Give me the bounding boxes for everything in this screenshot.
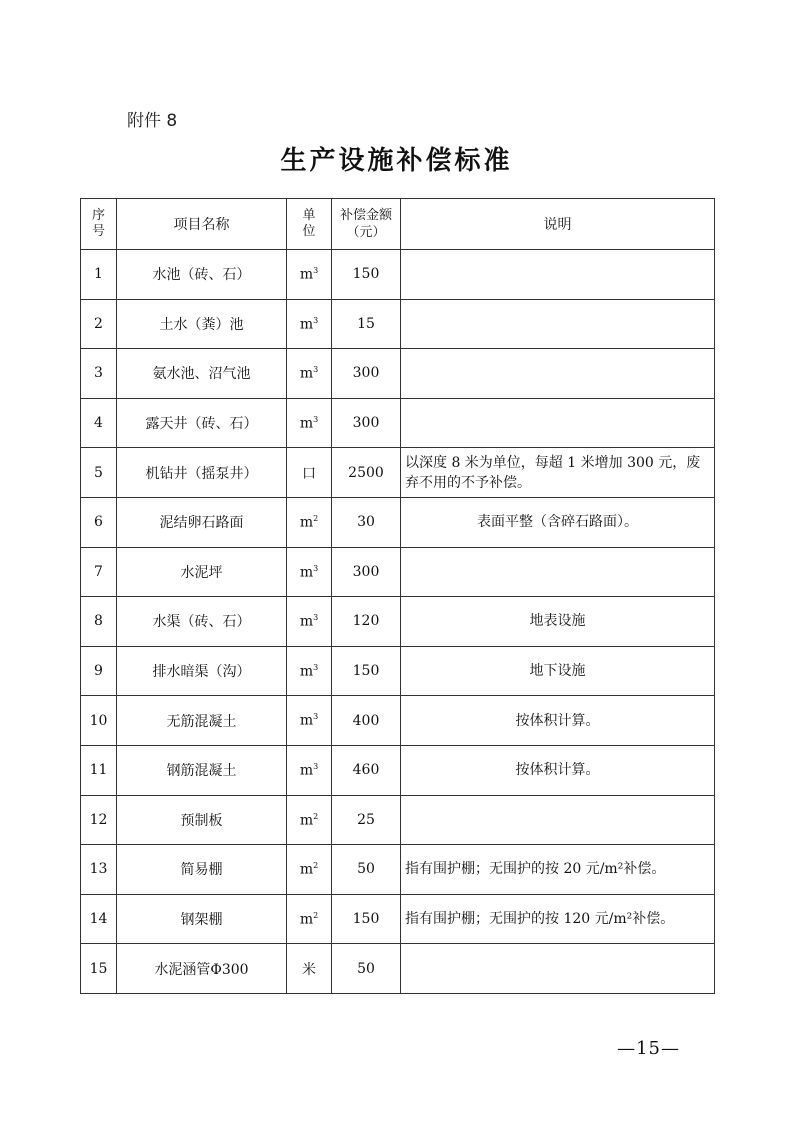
- cell-seq: 1: [81, 250, 117, 300]
- unit-text: m: [299, 316, 314, 333]
- cell-seq: 3: [81, 349, 117, 399]
- table-row: [81, 597, 715, 647]
- cell-unit: [287, 250, 332, 300]
- unit-exponent: 3: [313, 414, 319, 424]
- cell-note: 指有围护棚；无围护的按 120 元/m²补偿。: [401, 894, 715, 944]
- cell-unit: [287, 646, 332, 696]
- header-amount: 补偿金额 （元）: [332, 199, 401, 250]
- cell-name: 土水（粪）池: [117, 299, 287, 349]
- cell-amount: 30: [332, 497, 401, 547]
- cell-note: [401, 795, 715, 845]
- cell-seq: 11: [81, 745, 117, 795]
- cell-seq: 2: [81, 299, 117, 349]
- cell-name: 水池（砖、石）: [117, 250, 287, 300]
- table-header-row: [81, 199, 715, 250]
- cell-name: 泥结卵石路面: [117, 497, 287, 547]
- unit-text: m: [299, 663, 314, 680]
- cell-seq: 12: [81, 795, 117, 845]
- cell-unit: [287, 894, 332, 944]
- cell-note: [401, 547, 715, 597]
- unit-text: m: [299, 613, 314, 630]
- table-row: [81, 944, 715, 994]
- unit-text: m: [299, 266, 314, 283]
- unit-text: m: [299, 861, 314, 878]
- cell-unit: [287, 299, 332, 349]
- cell-note: 表面平整（含碎石路面）。: [401, 497, 715, 547]
- cell-unit: [287, 497, 332, 547]
- unit-text: m: [299, 514, 314, 531]
- unit-exponent: 3: [313, 315, 319, 325]
- cell-name: 水泥涵管Φ300: [117, 944, 287, 994]
- cell-name: 水泥坪: [117, 547, 287, 597]
- table-row: [81, 250, 715, 300]
- unit-text: m: [299, 911, 314, 928]
- cell-unit: [287, 597, 332, 647]
- cell-note: 地下设施: [401, 646, 715, 696]
- unit-text: 米: [302, 961, 316, 978]
- cell-amount: 120: [332, 597, 401, 647]
- header-name: 项目名称: [117, 199, 287, 250]
- page-number: —15—: [617, 1038, 680, 1059]
- cell-name: 预制板: [117, 795, 287, 845]
- cell-unit: [287, 944, 332, 994]
- table-row: [81, 448, 715, 498]
- cell-note: 以深度 8 米为单位，每超 1 米增加 300 元，废弃不用的不予补偿。: [401, 448, 715, 498]
- cell-note: 地表设施: [401, 597, 715, 647]
- table-row: [81, 894, 715, 944]
- header-unit: 单 位: [287, 199, 332, 250]
- page-title: 生产设施补偿标准: [280, 146, 513, 176]
- cell-unit: [287, 845, 332, 895]
- cell-amount: 50: [332, 944, 401, 994]
- table-row: [81, 646, 715, 696]
- cell-unit: [287, 547, 332, 597]
- cell-amount: 15: [332, 299, 401, 349]
- unit-exponent: 3: [313, 613, 319, 623]
- unit-exponent: 2: [313, 513, 319, 523]
- cell-amount: 50: [332, 845, 401, 895]
- unit-text: m: [299, 712, 314, 729]
- cell-note: [401, 250, 715, 300]
- cell-seq: 13: [81, 845, 117, 895]
- cell-unit: [287, 745, 332, 795]
- cell-name: 露天井（砖、石）: [117, 398, 287, 448]
- cell-note: [401, 944, 715, 994]
- cell-note: 按体积计算。: [401, 745, 715, 795]
- cell-seq: 4: [81, 398, 117, 448]
- unit-text: 口: [302, 465, 316, 482]
- attachment-label: 附件 8: [127, 111, 178, 131]
- cell-amount: 460: [332, 745, 401, 795]
- cell-amount: 25: [332, 795, 401, 845]
- unit-exponent: 2: [313, 861, 319, 871]
- unit-text: m: [299, 762, 314, 779]
- compensation-table: [80, 198, 715, 994]
- cell-amount: 2500: [332, 448, 401, 498]
- unit-exponent: 2: [313, 811, 319, 821]
- cell-note: 按体积计算。: [401, 696, 715, 746]
- unit-text: m: [299, 564, 314, 581]
- unit-exponent: 3: [313, 712, 319, 722]
- cell-seq: 7: [81, 547, 117, 597]
- cell-name: 钢架棚: [117, 894, 287, 944]
- cell-name: 水渠（砖、石）: [117, 597, 287, 647]
- cell-note: [401, 398, 715, 448]
- header-seq: 序 号: [81, 199, 117, 250]
- unit-exponent: 3: [313, 761, 319, 771]
- cell-note: [401, 349, 715, 399]
- cell-name: 无筋混凝土: [117, 696, 287, 746]
- cell-seq: 10: [81, 696, 117, 746]
- table-row: [81, 696, 715, 746]
- cell-amount: 300: [332, 349, 401, 399]
- unit-exponent: 2: [313, 910, 319, 920]
- unit-text: m: [299, 812, 314, 829]
- cell-seq: 5: [81, 448, 117, 498]
- header-note: 说明: [401, 199, 715, 250]
- cell-note: [401, 299, 715, 349]
- table-row: [81, 398, 715, 448]
- cell-amount: 150: [332, 894, 401, 944]
- cell-unit: [287, 349, 332, 399]
- unit-exponent: 3: [313, 662, 319, 672]
- cell-unit: [287, 696, 332, 746]
- cell-seq: 9: [81, 646, 117, 696]
- unit-exponent: 3: [313, 563, 319, 573]
- table-row: [81, 745, 715, 795]
- cell-seq: 6: [81, 497, 117, 547]
- cell-name: 排水暗渠（沟）: [117, 646, 287, 696]
- cell-seq: 14: [81, 894, 117, 944]
- unit-exponent: 3: [313, 365, 319, 375]
- cell-seq: 15: [81, 944, 117, 994]
- cell-amount: 150: [332, 646, 401, 696]
- cell-unit: [287, 398, 332, 448]
- cell-seq: 8: [81, 597, 117, 647]
- cell-name: 机钻井（摇泵井）: [117, 448, 287, 498]
- cell-amount: 300: [332, 398, 401, 448]
- cell-amount: 300: [332, 547, 401, 597]
- table-row: [81, 349, 715, 399]
- cell-name: 钢筋混凝土: [117, 745, 287, 795]
- unit-text: m: [299, 415, 314, 432]
- table-row: [81, 497, 715, 547]
- unit-text: m: [299, 365, 314, 382]
- table-row: [81, 299, 715, 349]
- cell-name: 简易棚: [117, 845, 287, 895]
- table-row: [81, 845, 715, 895]
- cell-amount: 150: [332, 250, 401, 300]
- unit-exponent: 3: [313, 265, 319, 275]
- cell-note: 指有围护棚；无围护的按 20 元/m²补偿。: [401, 845, 715, 895]
- cell-unit: [287, 448, 332, 498]
- cell-amount: 400: [332, 696, 401, 746]
- table-row: [81, 547, 715, 597]
- cell-unit: [287, 795, 332, 845]
- cell-name: 氨水池、沼气池: [117, 349, 287, 399]
- table-row: [81, 795, 715, 845]
